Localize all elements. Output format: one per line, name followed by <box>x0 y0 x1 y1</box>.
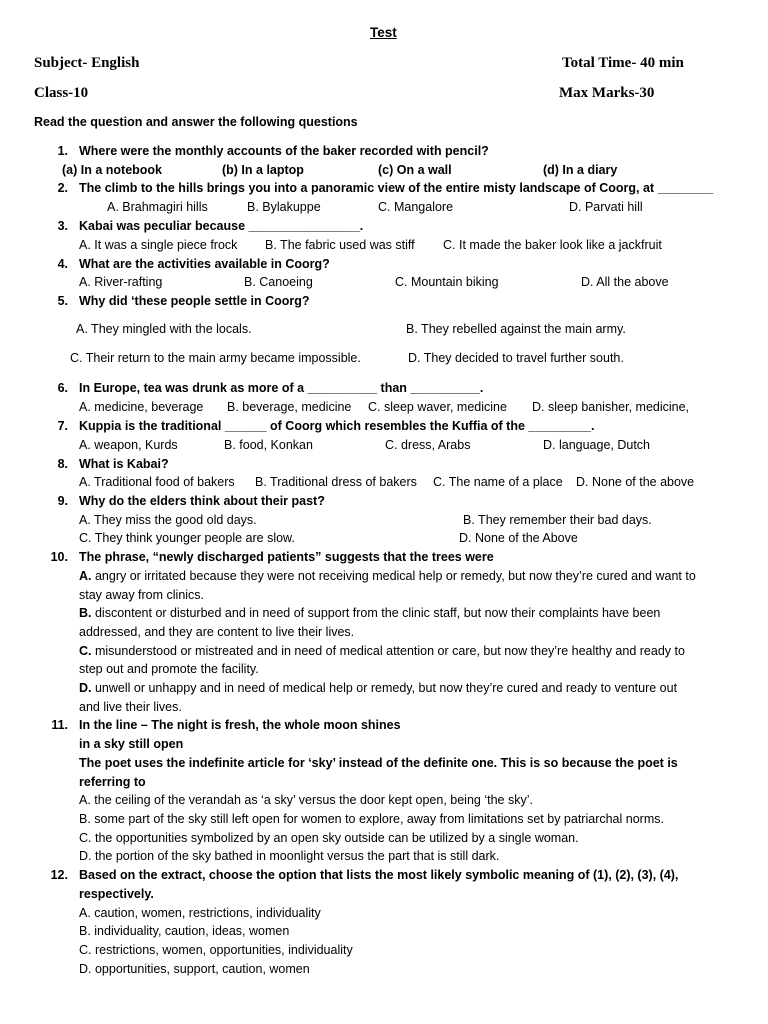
question-number: 8. <box>57 457 68 471</box>
question-text: Why do the elders think about their past? <box>79 494 325 508</box>
question-number: 10. <box>50 550 68 564</box>
option-a: A. It was a single piece frock <box>79 238 238 252</box>
option-b: B. Traditional dress of bakers <box>255 475 417 489</box>
question-text: The phrase, “newly discharged patients” suggests that the trees were <box>79 550 494 564</box>
option-a-continuation: stay away from clinics. <box>79 588 205 602</box>
option-label: C. <box>79 644 92 658</box>
option-d: D. Parvati hill <box>569 200 643 214</box>
question-number: 2. <box>57 181 68 195</box>
option-text: angry or irritated because they were not receiving medical help or remedy, but now they’re cured and want to <box>94 569 696 583</box>
option-a: A. They miss the good old days. <box>79 513 257 527</box>
option-c: C. Their return to the main army became impossible. <box>70 351 361 365</box>
option-d: (d) In a diary <box>543 163 618 177</box>
option-a: A. the ceiling of the verandah as ‘a sky’ versus the door kept open, being ‘the sky’. <box>79 793 533 807</box>
question-number: 11. <box>51 718 68 732</box>
option-d-line <box>79 681 677 695</box>
option-b: B. individuality, caution, ideas, women <box>79 924 290 938</box>
option-c: C. It made the baker look like a jackfruit <box>443 238 662 252</box>
total-time-label: Total Time- 40 min <box>562 55 684 71</box>
question-number: 4. <box>57 257 68 271</box>
option-d: D. They decided to travel further south. <box>408 351 624 365</box>
question-text: Where were the monthly accounts of the baker recorded with pencil? <box>79 144 489 158</box>
question-number: 9. <box>57 494 68 508</box>
option-b: B. some part of the sky still left open for women to explore, away from limitations set by patriarchal norms. <box>79 812 664 826</box>
question-number: 3. <box>57 219 68 233</box>
question-text-line-2: respectively. <box>79 887 154 901</box>
page-title: Test <box>370 25 397 40</box>
option-b: B. Bylakuppe <box>247 200 321 214</box>
option-c: C. sleep waver, medicine <box>368 400 507 414</box>
option-b: B. The fabric used was stiff <box>265 238 415 252</box>
question-text-line-1: Based on the extract, choose the option that lists the most likely symbolic meaning of (1), (2), (3), (4), <box>79 868 679 882</box>
option-d: D. opportunities, support, caution, women <box>79 962 310 976</box>
option-a: A. River-rafting <box>79 275 163 289</box>
option-a-line <box>79 569 696 583</box>
question-text-line-2: in a sky still open <box>79 737 184 751</box>
max-marks-label: Max Marks-30 <box>559 85 655 101</box>
subject-label: Subject- English <box>34 55 140 71</box>
option-b: B. Canoeing <box>244 275 313 289</box>
question-text: What are the activities available in Coorg? <box>79 257 330 271</box>
option-text: unwell or unhappy and in need of medical help or remedy, but now they’re cured and ready to venture out <box>94 681 678 695</box>
option-c: C. Mangalore <box>378 200 454 214</box>
question-text: What is Kabai? <box>79 457 169 471</box>
question-number: 6. <box>57 381 68 395</box>
option-text: misunderstood or mistreated and in need of medical attention or care, but now they’re healthy and ready to <box>94 644 685 658</box>
option-a: A. weapon, Kurds <box>79 438 178 452</box>
option-a: A. Traditional food of bakers <box>79 475 235 489</box>
option-d: D. None of the above <box>576 475 695 489</box>
question-number: 12. <box>50 868 68 882</box>
question-text: In Europe, tea was drunk as more of a __________ than __________. <box>79 381 484 395</box>
option-a: A. They mingled with the locals. <box>76 322 252 336</box>
option-d: D. the portion of the sky bathed in moonlight versus the part that is still dark. <box>79 849 500 863</box>
option-c: C. restrictions, women, opportunities, individuality <box>79 943 353 957</box>
option-d: D. sleep banisher, medicine, <box>532 400 690 414</box>
question-text-line-4: referring to <box>79 775 146 789</box>
option-c: C. They think younger people are slow. <box>79 531 295 545</box>
option-c: (c) On a wall <box>378 163 452 177</box>
instructions: Read the question and answer the following questions <box>34 115 358 129</box>
option-c: C. Mountain biking <box>395 275 499 289</box>
option-b: B. They remember their bad days. <box>463 513 652 527</box>
class-label: Class-10 <box>34 85 89 101</box>
option-a: A. medicine, beverage <box>79 400 204 414</box>
option-a: A. caution, women, restrictions, individuality <box>79 906 321 920</box>
option-d: D. None of the Above <box>459 531 578 545</box>
option-b-line <box>79 606 660 620</box>
option-text: discontent or disturbed and in need of support from the clinic staff, but now their complaints have been <box>94 606 661 620</box>
option-d-continuation: and live their lives. <box>79 700 182 714</box>
question-number: 5. <box>57 294 68 308</box>
option-d: D. All the above <box>581 275 669 289</box>
question-number: 7. <box>57 419 68 433</box>
option-a: A. Brahmagiri hills <box>107 200 208 214</box>
option-b: B. They rebelled against the main army. <box>406 322 626 336</box>
question-text: The climb to the hills brings you into a panoramic view of the entire misty landscape of Coorg, at ________ <box>79 181 714 195</box>
option-c: C. dress, Arabs <box>385 438 471 452</box>
question-number: 1. <box>57 144 68 158</box>
option-c: C. the opportunities symbolized by an open sky outside can be utilized by a single woman. <box>79 831 579 845</box>
question-text-line-1: In the line – The night is fresh, the whole moon shines <box>79 718 401 732</box>
option-b-continuation: addressed, and they are content to live their lives. <box>79 625 355 639</box>
question-text: Kabai was peculiar because ________________. <box>79 219 364 233</box>
question-text: Why did ‘these people settle in Coorg? <box>79 294 310 308</box>
question-text: Kuppia is the traditional ______ of Coorg which resembles the Kuffia of the _________. <box>79 419 595 433</box>
option-c: C. The name of a place <box>433 475 563 489</box>
option-b: (b) In a laptop <box>222 163 304 177</box>
option-a: (a) In a notebook <box>62 163 162 177</box>
option-c-continuation: step out and promote the facility. <box>79 662 259 676</box>
question-text-line-3: The poet uses the indefinite article for ‘sky’ instead of the definite one. This is so because the poet is <box>79 756 678 770</box>
option-b: B. food, Konkan <box>224 438 313 452</box>
option-label: D. <box>79 681 92 695</box>
option-b: B. beverage, medicine <box>227 400 352 414</box>
option-d: D. language, Dutch <box>543 438 651 452</box>
option-label: A. <box>79 569 92 583</box>
option-c-line <box>79 644 685 658</box>
option-label: B. <box>79 606 92 620</box>
